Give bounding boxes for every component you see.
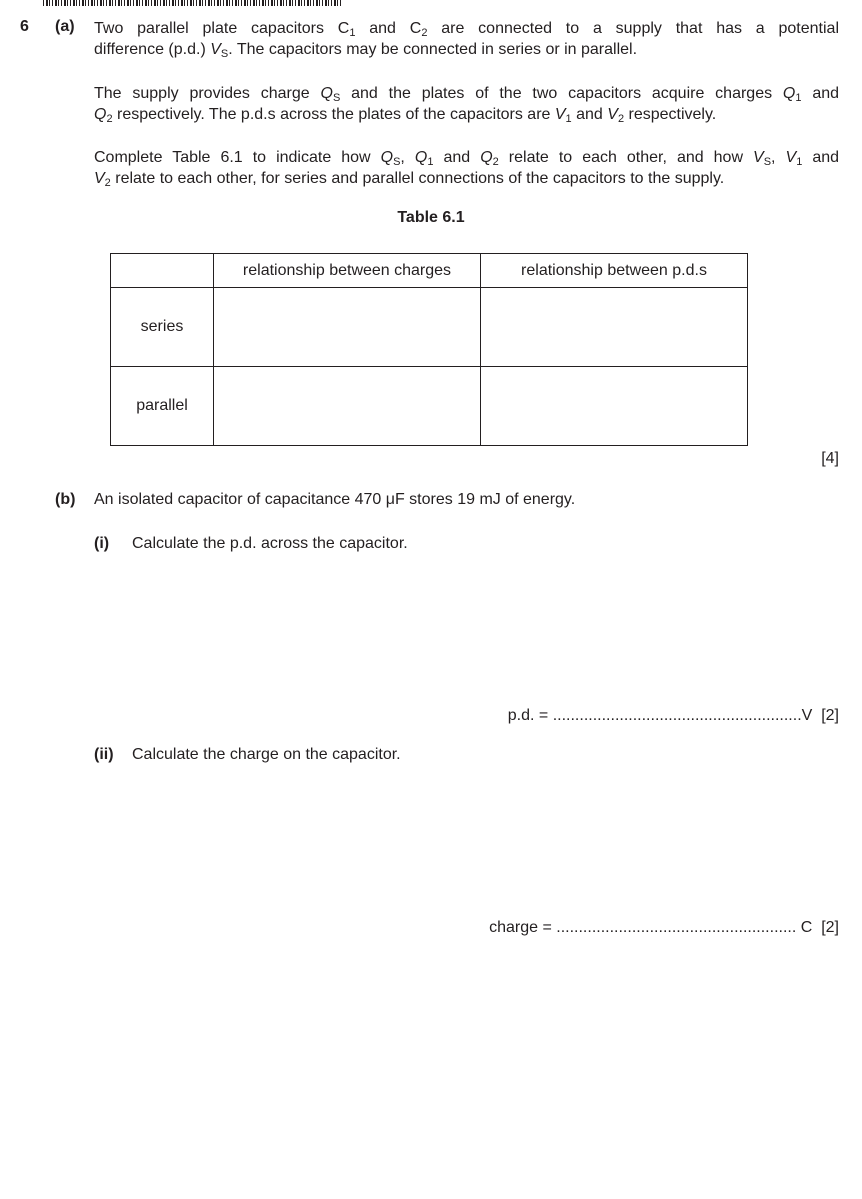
parallel-charges-answer-cell[interactable] [214, 367, 481, 446]
charge-answer-field[interactable]: ...................................................... [556, 919, 801, 936]
part-a-label: (a) [55, 18, 75, 35]
part-b-label: (b) [55, 491, 76, 508]
part-a-paragraph-3 [94, 147, 839, 189]
pd-answer-marks: [2] [821, 707, 839, 724]
part-a-paragraph-2 [94, 83, 839, 125]
pd-answer-field[interactable]: ........................................................ [552, 707, 802, 724]
table-row-label: series [111, 288, 214, 367]
p1-line-1: Two parallel plate capacitors $C_1$ and $C_2$ are connected to a supply that has a potential [94, 20, 839, 39]
series-charges-answer-cell[interactable] [214, 288, 481, 367]
pd-answer-unit: V [801, 707, 813, 724]
part-b-ii-text: Calculate the charge on the capacitor. [132, 746, 401, 763]
p1-line-2: difference (p.d.) $V_S$. The capacitors may be connected in series or in parallel. [94, 41, 638, 60]
part-a-marks: [4] [821, 450, 839, 467]
pd-answer-prefix: p.d. = [507, 707, 553, 724]
table-header-pds: relationship between p.d.s [481, 254, 748, 288]
part-b-ii-label: (ii) [94, 746, 114, 763]
table-header-row [111, 254, 748, 288]
barcode [43, 0, 341, 6]
pd-answer-line [508, 707, 839, 725]
p2-line-1: The supply provides charge $Q_S$ and the plates of the two capacitors acquire charges $Q_1$ and [94, 85, 840, 104]
charge-answer-line [489, 919, 839, 937]
p3-line-2: $V_2$ relate to each other, for series and parallel connections of the capacitors to the supply. [94, 170, 725, 189]
part-b-i-label: (i) [94, 535, 110, 552]
part-a-paragraph-1 [94, 18, 839, 60]
table-header-charges: relationship between charges [214, 254, 481, 288]
table-row-parallel [111, 367, 748, 446]
p3-line-1: Complete Table 6.1 to indicate how $Q_S$, $Q_1$ and $Q_2$ relate to each other, and how $V_S$, $V_1$ and [94, 149, 840, 168]
parallel-pds-answer-cell[interactable] [481, 367, 748, 446]
table-header-blank [111, 254, 214, 288]
p2-line-2: $Q_2$ respectively. The p.d.s across the plates of the capacitors are $V_1$ and $V_2$ respectively. [94, 106, 717, 125]
charge-answer-marks: [2] [821, 919, 839, 936]
table-row-label: parallel [111, 367, 214, 446]
table-caption: Table 6.1 [397, 209, 465, 226]
series-pds-answer-cell[interactable] [481, 288, 748, 367]
table-row-series [111, 288, 748, 367]
part-b-i-text: Calculate the p.d. across the capacitor. [132, 535, 408, 552]
part-b-text: An isolated capacitor of capacitance 470 μF stores 19 mJ of energy. [94, 491, 576, 508]
table-6-1 [110, 253, 748, 446]
charge-answer-unit: C [800, 919, 813, 936]
question-number: 6 [20, 18, 29, 35]
charge-answer-prefix: charge = [489, 919, 557, 936]
